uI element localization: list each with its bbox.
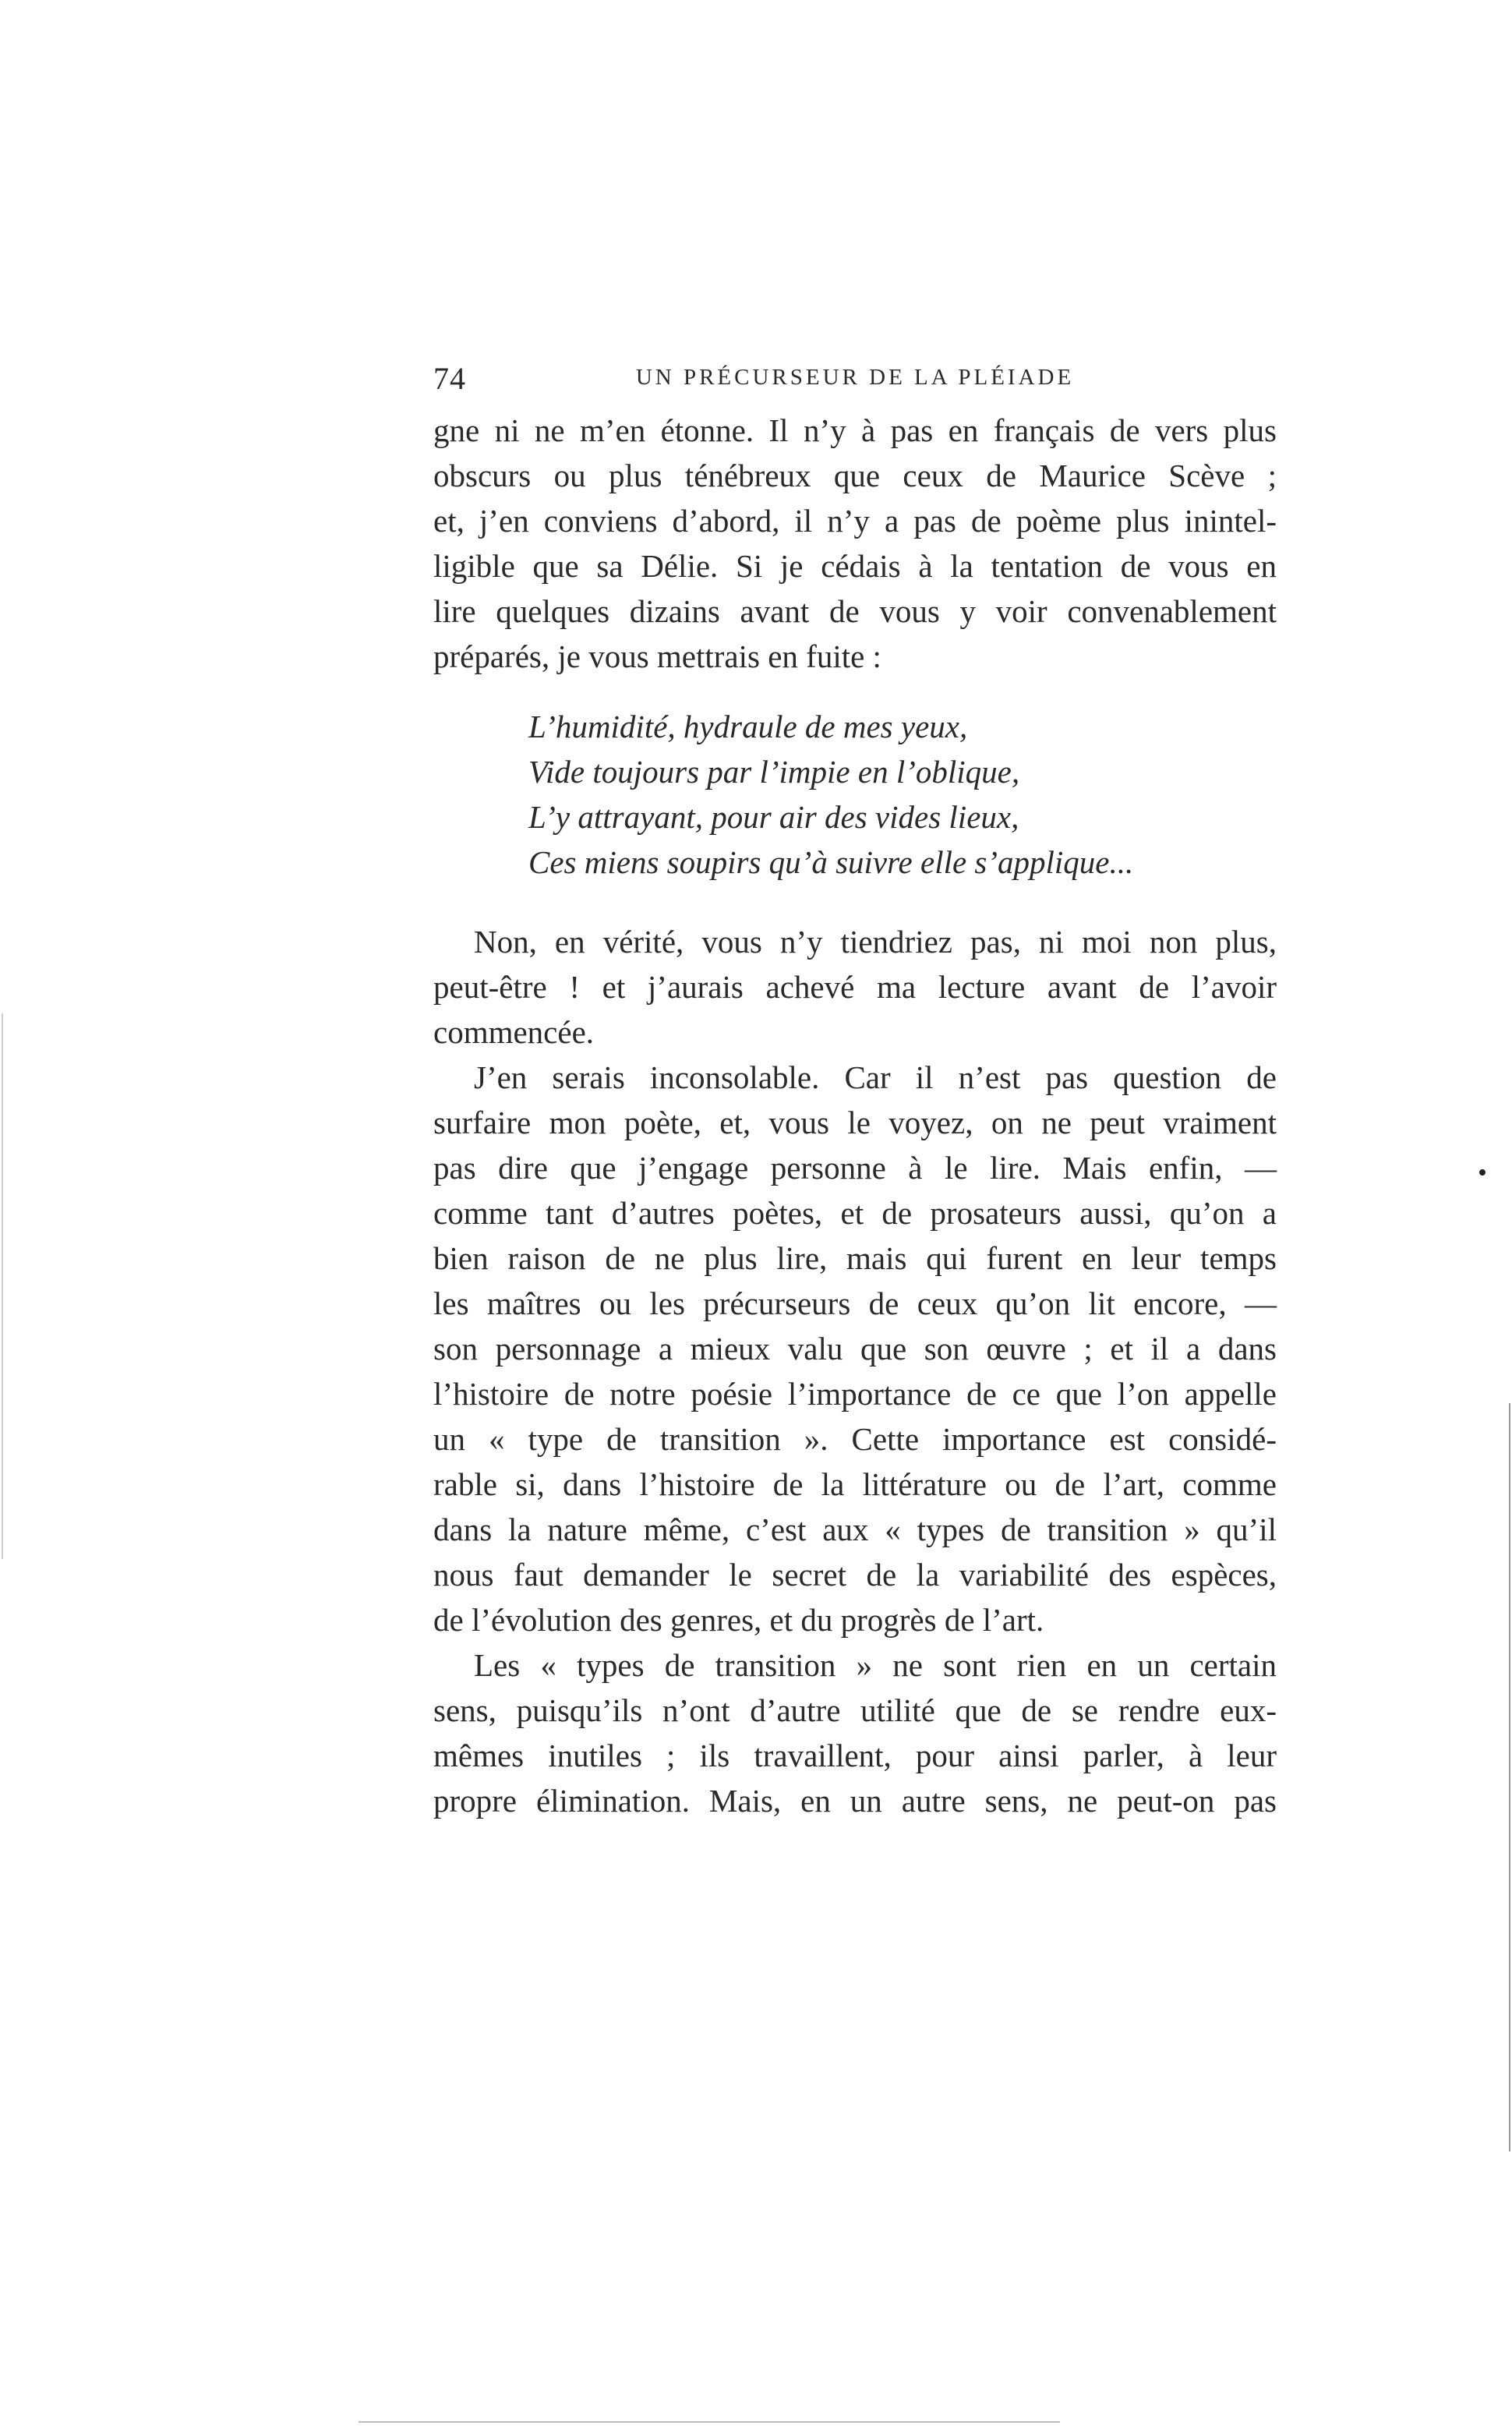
text-line: commencée. <box>433 1014 595 1050</box>
page-edge-line <box>2 1013 3 1559</box>
text-line: peut-être ! et j’aurais achevé ma lecture avant de l’avoir <box>433 969 1277 1005</box>
text-line: Les « types de transition » ne sont rien en un certain <box>474 1647 1277 1683</box>
text-line: nous faut demander le secret de la variabilité des espèces, <box>433 1557 1277 1593</box>
body-text <box>433 408 1277 1823</box>
text-line: et, j’en conviens d’abord, il n’y a pas de poème plus inintel- <box>433 503 1277 539</box>
text-line: dans la nature même, c’est aux « types de transition » qu’il <box>433 1511 1277 1547</box>
text-line: l’histoire de notre poésie l’importance de ce que l’on appelle <box>433 1376 1277 1412</box>
page-header <box>433 360 1277 399</box>
text-line: Non, en vérité, vous n’y tiendriez pas, ni moi non plus, <box>474 924 1277 960</box>
text-line: surfaire mon poète, et, vous le voyez, on ne peut vraiment <box>433 1105 1277 1140</box>
text-line: un « type de transition ». Cette importance est considé- <box>433 1421 1277 1457</box>
text-line: bien raison de ne plus lire, mais qui furent en leur temps <box>433 1240 1277 1276</box>
text-line: sens, puisqu’ils n’ont d’autre utilité que de se rendre eux- <box>433 1692 1277 1728</box>
text-line: gne ni ne m’en étonne. Il n’y à pas en français de vers plus <box>433 412 1277 448</box>
text-line: comme tant d’autres poètes, et de prosateurs aussi, qu’on a <box>433 1195 1277 1231</box>
text-line: lire quelques dizains avant de vous y voir convenablement <box>433 593 1277 629</box>
paragraph-3 <box>433 1055 1277 1642</box>
text-line: propre élimination. Mais, en un autre sens, ne peut-on pas <box>433 1783 1277 1819</box>
page-edge-line <box>1509 1403 1510 2151</box>
verse-line: L’humidité, hydraule de mes yeux, <box>528 709 968 744</box>
ink-speck <box>1479 1169 1486 1176</box>
text-line: rable si, dans l’histoire de la littérature ou de l’art, comme <box>433 1466 1277 1502</box>
bottom-edge-rule <box>359 2421 1060 2423</box>
paragraph-4 <box>433 1642 1277 1823</box>
text-line: mêmes inutiles ; ils travaillent, pour ainsi parler, à leur <box>433 1738 1277 1773</box>
text-line: J’en serais inconsolable. Car il n’est pas question de <box>474 1059 1277 1095</box>
page-number: 74 <box>433 361 466 396</box>
text-line: ligible que sa Délie. Si je cédais à la tentation de vous en <box>433 548 1277 584</box>
text-line: son personnage a mieux valu que son œuvre ; et il a dans <box>433 1331 1277 1366</box>
verse-line: L’y attrayant, pour air des vides lieux, <box>528 799 1019 835</box>
text-line: de l’évolution des genres, et du progrès de l’art. <box>433 1602 1044 1638</box>
text-line: obscurs ou plus ténébreux que ceux de Maurice Scève ; <box>433 458 1277 493</box>
text-line: pas dire que j’engage personne à le lire. Mais enfin, — <box>433 1150 1277 1186</box>
text-line: préparés, je vous mettrais en fuite : <box>433 638 881 674</box>
verse-line: Ces miens soupirs qu’à suivre elle s’applique... <box>528 844 1134 880</box>
running-title: UN PRÉCURSEUR DE LA PLÉIADE <box>635 365 1075 390</box>
text-line: les maîtres ou les précurseurs de ceux qu’on lit encore, — <box>433 1285 1277 1321</box>
verse-line: Vide toujours par l’impie en l’oblique, <box>528 754 1020 790</box>
paragraph-1 <box>433 408 1277 679</box>
verse-quotation <box>528 704 1277 885</box>
paragraph-2 <box>433 919 1277 1055</box>
